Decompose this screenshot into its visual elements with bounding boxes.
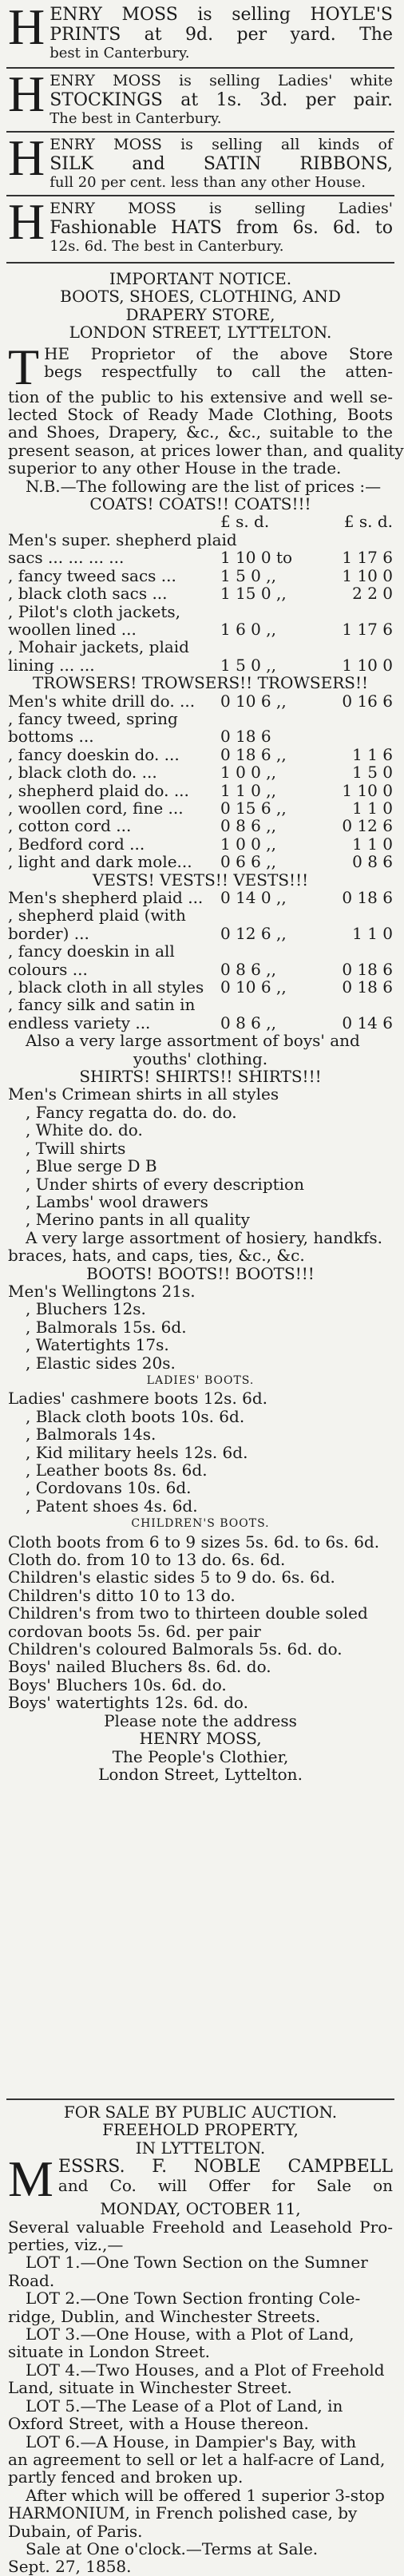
price-item-label: , shepherd plaid (with [8, 906, 186, 925]
price-high [313, 942, 393, 960]
price-high: 1 1 0 [352, 798, 393, 818]
list-item: Men's Wellingtons 21s. [8, 1281, 196, 1301]
section-heading: LADIES' BOOTS. [146, 1373, 255, 1387]
lot-line: Sept. 27, 1858. [8, 2557, 132, 2576]
price-col-head: £ s. d. [220, 512, 270, 532]
price-row [8, 710, 393, 727]
lot-line: HARMONIUM, in French polished case, by [8, 2503, 358, 2523]
lot-line: LOT 3.—One House, with a Plot of Land, [26, 2324, 354, 2344]
price-row [8, 746, 393, 763]
price-row [8, 603, 393, 620]
body-line: present season, at prices lower than, and quality [8, 440, 404, 460]
lot-line: Dubain, of Paris. [8, 2521, 143, 2541]
price-row [8, 978, 393, 996]
price-row [8, 925, 393, 942]
lot-line: Oxford Street, with a House thereon. [8, 2414, 309, 2434]
list-item: Children's coloured Balmorals 5s. 6d. do. [8, 1639, 343, 1659]
drop-cap: H [8, 65, 46, 122]
price-row [8, 782, 393, 799]
body-line: braces, hats, and caps, ties, &c., &c. [8, 1246, 305, 1266]
price-item-label: , Bedford cord ... [8, 834, 145, 854]
list-item: cordovan boots 5s. 6d. per pair [8, 1621, 261, 1641]
ad-line: full 20 per cent. less than any other House. [50, 174, 366, 191]
notice-heading: LONDON STREET, LYTTELTON. [69, 323, 332, 343]
list-item: , Leather boots 8s. 6d. [26, 1460, 208, 1480]
price-low: 0 8 6 ,, [220, 816, 276, 836]
ad-ribbons [8, 129, 393, 192]
body-line: superior to any other House in the trade. [8, 458, 342, 478]
ad-line: ENRY MOSS is selling Ladies' white [50, 72, 393, 89]
divider [6, 195, 394, 196]
price-item-label: , fancy silk and satin in [8, 995, 196, 1015]
price-high: 1 17 6 [342, 619, 393, 639]
price-item-label: Men's white drill do. ... [8, 691, 196, 711]
price-high: 0 16 6 [342, 691, 393, 711]
price-row [8, 1014, 393, 1032]
list-item: Cloth boots from 6 to 9 sizes 5s. 6d. to 6s. 6d. [8, 1532, 380, 1552]
body-line: and Shoes, Drapery, &c., &c., suitable to the [8, 422, 393, 442]
section-heading: VESTS! VESTS!! VESTS!!! [92, 870, 309, 890]
price-row [8, 942, 393, 960]
body-line: HE Proprietor of the above Store [44, 343, 393, 363]
body-line: A very large assortment of hosiery, handkfs. [26, 1227, 382, 1247]
lot-line: After which will be offered 1 superior 3-stop [26, 2485, 385, 2505]
lot-line: Sale at One o'clock.—Terms at Sale. [26, 2538, 319, 2558]
price-high: 1 1 0 [352, 834, 393, 854]
lot-line: situate in London Street. [8, 2342, 211, 2362]
price-high: 0 18 6 [342, 959, 393, 979]
price-low: 0 14 0 ,, [220, 888, 287, 907]
price-col-head: £ s. d. [343, 512, 393, 532]
price-low: 1 6 0 ,, [220, 619, 276, 639]
price-row [8, 531, 393, 549]
ad-line: ENRY MOSS is selling all kinds of [50, 136, 393, 153]
price-item-label: , black cloth in all styles [8, 977, 204, 997]
list-item: Cloth do. from 10 to 13 do. 6s. 6d. [8, 1550, 286, 1570]
price-row [8, 799, 393, 817]
section-heading: COATS! COATS!! COATS!!! [89, 494, 311, 514]
drop-cap: H [8, 193, 46, 250]
price-item-label: , light and dark mole... [8, 852, 192, 872]
section-heading: BOOTS! BOOTS!! BOOTS!!! [86, 1263, 315, 1283]
ladies-boots-list [8, 1389, 393, 1515]
body-line: youths' clothing. [133, 1048, 268, 1068]
price-row [8, 638, 393, 656]
lot-line: LOT 1.—One Town Section on the Sumner [26, 2253, 368, 2273]
notice-heading: DRAPERY STORE, [125, 304, 275, 324]
price-row [8, 817, 393, 834]
price-row [8, 763, 393, 781]
price-low: 1 10 0 to [220, 548, 293, 568]
price-row [8, 620, 393, 638]
price-low: 0 15 6 ,, [220, 798, 287, 818]
divider [6, 262, 394, 264]
list-item: Men's Crimean shirts in all styles [8, 1084, 279, 1104]
price-item-label: bottoms ... [8, 727, 94, 747]
boots-list [8, 1282, 393, 1372]
vests-list [8, 889, 393, 1032]
list-item: Boys' nailed Bluchers 8s. 6d. do. [8, 1657, 271, 1677]
ad-auction [8, 2103, 393, 2576]
list-item: , Bluchers 12s. [26, 1299, 146, 1319]
list-item: , Kid military heels 12s. 6d. [26, 1442, 248, 1462]
list-item: , Elastic sides 20s. [26, 1353, 176, 1373]
list-item: , Balmorals 14s. [26, 1425, 156, 1445]
price-high [313, 996, 393, 1013]
drop-cap: M [8, 2150, 53, 2208]
ad-line: Fashionable HATS from 6s. 6d. to [50, 218, 393, 238]
list-item: , Watertights 17s. [26, 1335, 169, 1355]
childrens-boots-list [8, 1533, 393, 1712]
price-item-label: endless variety ... [8, 1013, 151, 1032]
signature: London Street, Lyttelton. [98, 1764, 303, 1784]
list-item: Ladies' cashmere boots 12s. 6d. [8, 1389, 268, 1409]
price-low [220, 638, 313, 656]
list-item: , Patent shoes 4s. 6d. [26, 1496, 198, 1516]
price-low [220, 603, 313, 620]
ad-line: ENRY MOSS is selling HOYLE'S [50, 5, 393, 25]
ad-hats [8, 193, 393, 256]
price-row [8, 889, 393, 906]
price-low [220, 710, 313, 727]
auction-heading: FOR SALE BY PUBLIC AUCTION. [63, 2102, 338, 2122]
list-item: , White do. do. [26, 1120, 143, 1140]
body-line: and Co. will Offer for Sale on [57, 2176, 393, 2196]
price-high: 2 2 0 [352, 584, 393, 604]
price-low: 1 15 0 ,, [220, 584, 287, 604]
price-high [321, 531, 393, 549]
price-row [8, 727, 393, 745]
ad-line: PRINTS at 9d. per yard. The [50, 25, 393, 45]
price-high: 1 10 0 [342, 655, 393, 675]
price-header [8, 513, 393, 530]
price-high: 0 8 6 [352, 852, 393, 872]
price-high [313, 710, 393, 727]
lot-line: LOT 2.—One Town Section fronting Cole- [26, 2289, 361, 2308]
price-item-label: , cotton cord ... [8, 816, 132, 836]
price-row [8, 549, 393, 566]
body-line: MONDAY, OCTOBER 11, [100, 2199, 301, 2219]
price-high: 0 18 6 [342, 977, 393, 997]
price-item-label: sacs ... ... ... ... [8, 548, 125, 568]
price-item-label: woollen lined ... [8, 619, 137, 639]
price-row [8, 585, 393, 602]
price-low [237, 531, 321, 549]
price-item-label: , woollen cord, fine ... [8, 798, 184, 818]
list-item: Boys' Bluchers 10s. 6d. do. [8, 1674, 227, 1694]
notice-heading: IMPORTANT NOTICE. [109, 269, 292, 288]
price-high: 1 1 0 [352, 923, 393, 943]
coats-list [8, 531, 393, 674]
list-item: , Under shirts of every description [26, 1174, 304, 1194]
divider [6, 67, 394, 69]
section-heading: CHILDREN'S BOOTS. [131, 1517, 270, 1531]
price-item-label: border) ... [8, 923, 89, 943]
lot-line: ridge, Dublin, and Winchester Streets. [8, 2306, 321, 2326]
price-high [313, 603, 393, 620]
price-low: 0 8 6 ,, [220, 1013, 276, 1032]
ad-line: SILK and SATIN RIBBONS, [50, 154, 393, 174]
lots-list [8, 2253, 393, 2575]
price-row [8, 853, 393, 870]
list-item: , Cordovans 10s. 6d. [26, 1478, 192, 1498]
body-line: ESSRS. F. NOBLE CAMPBELL [57, 2157, 393, 2178]
price-item-label: , fancy tweed, spring [8, 708, 178, 728]
list-item: , Blue serge D B [26, 1156, 157, 1176]
price-high: 0 18 6 [342, 888, 393, 907]
drop-cap: H [8, 129, 46, 186]
price-low: 0 10 6 ,, [220, 977, 287, 997]
list-item: , Black cloth boots 10s. 6d. [26, 1406, 245, 1426]
lot-line: LOT 5.—The Lease of a Plot of Land, in [26, 2396, 343, 2415]
ad-line: 12s. 6d. The best in Canterbury. [50, 238, 284, 255]
price-item-label: lining ... ... [8, 655, 95, 675]
ad-stockings [8, 65, 393, 128]
lot-line: LOT 4.—Two Houses, and a Plot of Freehold [26, 2360, 385, 2380]
price-item-label: Men's shepherd plaid ... [8, 888, 204, 907]
price-high: 0 14 6 [342, 1013, 393, 1032]
body-line: perties, viz.,— [8, 2235, 124, 2255]
body-line: begs respectfully to call the atten- [44, 362, 393, 382]
price-high: 1 17 6 [342, 548, 393, 568]
price-high: 1 5 0 [352, 763, 393, 783]
price-low: 0 18 6 [220, 727, 271, 747]
signature: HENRY MOSS, [139, 1729, 262, 1749]
body-line: Several valuable Freehold and Leasehold Pro- [8, 2217, 393, 2237]
price-item-label: , shepherd plaid do. ... [8, 780, 189, 800]
drop-cap: T [8, 338, 40, 395]
price-item-label: , fancy tweed sacs ... [8, 565, 176, 585]
price-high: 1 1 6 [352, 744, 393, 764]
price-row [8, 656, 393, 674]
price-item-label: , black cloth sacs ... [8, 584, 168, 604]
list-item: Boys' watertights 12s. 6d. do. [8, 1693, 248, 1713]
lot-line: Land, situate in Winchester Street. [8, 2378, 292, 2398]
list-item: Children's ditto 10 to 13 do. [8, 1585, 236, 1605]
divider [6, 131, 394, 133]
divider [6, 2098, 394, 2100]
drop-cap: H [8, 0, 46, 55]
body-line: Also a very large assortment of boys' and [26, 1031, 360, 1051]
price-low: 0 18 6 ,, [220, 744, 287, 764]
price-low: 0 10 6 ,, [220, 691, 287, 711]
price-high [313, 638, 393, 656]
price-high [313, 906, 393, 924]
price-low [220, 942, 313, 960]
lot-line: LOT 6.—A House, in Dampier's Bay, with [26, 2431, 357, 2451]
price-item-label: , black cloth do. ... [8, 763, 157, 783]
auction-heading: IN LYTTELTON. [135, 2138, 266, 2158]
body-line: lected Stock of Ready Made Clothing, Boots [8, 405, 393, 425]
auction-heading: FREEHOLD PROPERTY, [102, 2120, 299, 2140]
price-low: 0 12 6 ,, [220, 923, 287, 943]
ad-clothing-store [8, 269, 404, 1784]
price-row [8, 567, 393, 585]
price-item-label: , fancy doeskin do. ... [8, 744, 180, 764]
price-high: 1 10 0 [342, 565, 393, 585]
ad-line: best in Canterbury. [50, 45, 190, 61]
list-item: Children's elastic sides 5 to 9 do. 6s. 6d. [8, 1567, 335, 1587]
lot-line: Road. [8, 2270, 55, 2290]
section-heading: SHIRTS! SHIRTS!! SHIRTS!!! [79, 1067, 322, 1087]
price-low: 1 1 0 ,, [220, 780, 276, 800]
shirts-list [8, 1085, 393, 1228]
price-item-label: , Mohair jackets, plaid [8, 637, 189, 657]
list-item: , Merino pants in all quality [26, 1210, 250, 1230]
ad-line: ENRY MOSS is selling Ladies' [50, 200, 393, 217]
price-item-label: colours ... [8, 959, 88, 979]
list-item: Children's from two to thirteen double soled [8, 1603, 368, 1623]
body-line: tion of the public to his extensive and well se- [8, 386, 393, 406]
price-low [220, 906, 313, 924]
price-low [220, 996, 313, 1013]
price-row [8, 996, 393, 1013]
list-item: , Twill shirts [26, 1138, 126, 1158]
price-low: 1 5 0 ,, [220, 655, 276, 675]
price-high [313, 727, 393, 745]
list-item: , Fancy regatta do. do. do. [26, 1102, 237, 1122]
price-row [8, 906, 393, 924]
lot-line: partly fenced and broken up. [8, 2467, 244, 2487]
price-row [8, 961, 393, 978]
price-low: 0 6 6 ,, [220, 852, 276, 872]
signature: The People's Clothier, [112, 1746, 289, 1766]
price-item-label: , fancy doeskin in all [8, 941, 175, 961]
price-item-label: , Pilot's cloth jackets, [8, 601, 181, 621]
lot-line: an agreement to sell or let a half-acre of Land, [8, 2449, 386, 2469]
ad-line: The best in Canterbury. [50, 110, 222, 127]
price-high: 1 10 0 [342, 780, 393, 800]
list-item: , Lambs' wool drawers [26, 1191, 208, 1211]
section-heading: TROWSERS! TROWSERS!! TROWSERS!! [32, 673, 369, 693]
price-item-label: Men's super. shepherd plaid [8, 529, 237, 549]
price-low: 0 8 6 ,, [220, 959, 276, 979]
price-row [8, 835, 393, 853]
body-line: N.B.—The following are the list of prices :— [26, 476, 382, 496]
price-low: 1 0 0 ,, [220, 834, 276, 854]
list-item: , Balmorals 15s. 6d. [26, 1317, 187, 1337]
price-high: 0 12 6 [342, 816, 393, 836]
notice-heading: BOOTS, SHOES, CLOTHING, AND [60, 287, 341, 307]
body-line: Please note the address [104, 1710, 297, 1730]
price-row [8, 692, 393, 710]
price-low: 1 0 0 ,, [220, 763, 276, 783]
ad-hoyles-prints [8, 0, 393, 62]
ad-line: STOCKINGS at 1s. 3d. per pair. [50, 90, 393, 110]
price-low: 1 5 0 ,, [220, 565, 276, 585]
trousers-list [8, 692, 393, 871]
